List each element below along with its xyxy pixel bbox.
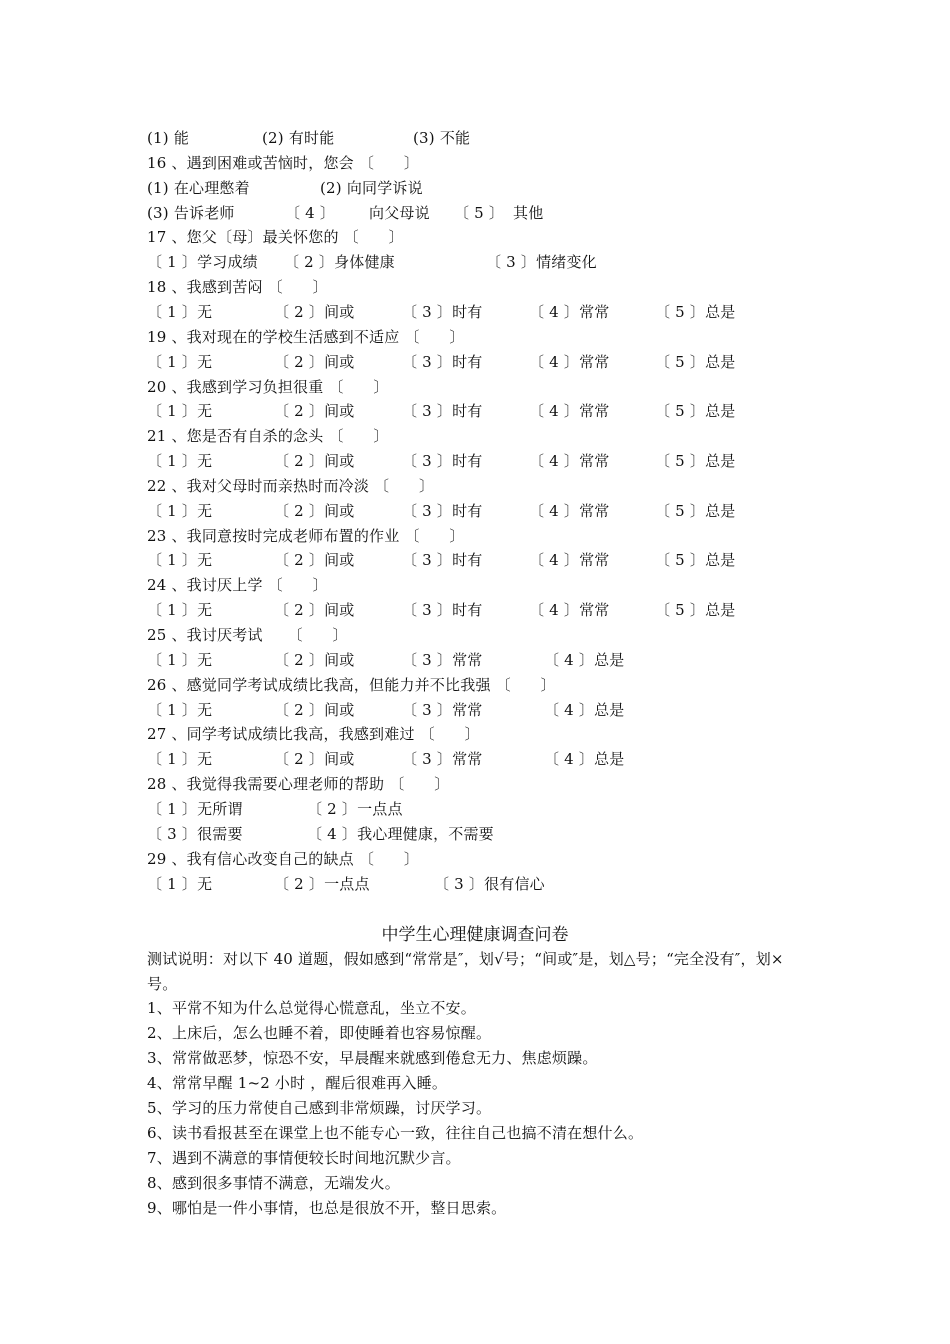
answer-option: 向父母说 — [369, 203, 430, 222]
answer-option: 〔 2 〕一点点 — [307, 799, 403, 818]
answer-option: 〔 3 〕时有 — [402, 452, 483, 471]
answer-option: 〔 2 〕身体健康 — [284, 253, 395, 272]
answer-option: (2) 向同学诉说 — [320, 178, 423, 197]
survey-item: 2、上床后，怎么也睡不着，即使睡着也容易惊醒。 — [147, 1024, 492, 1042]
question-line: 26 、感觉同学考试成绩比我高，但能力并不比我强 〔 〕 — [147, 675, 556, 694]
answer-option: (1) 能 — [147, 129, 190, 147]
answer-option: 〔 2 〕间或 — [274, 402, 355, 421]
answer-option: 〔 3 〕时有 — [402, 302, 483, 321]
answer-option: 〔 5 〕总是 — [655, 551, 736, 570]
answer-option: 〔 4 〕总是 — [544, 750, 625, 769]
answer-option: 〔 5 〕总是 — [655, 601, 736, 620]
answer-option: 〔 4 〕常常 — [529, 352, 610, 371]
answer-option: 〔 2 〕一点点 — [274, 874, 370, 893]
answer-option: 〔 3 〕时有 — [402, 601, 483, 620]
question-line: 22 、我对父母时而亲热时而冷淡 〔 〕 — [147, 476, 435, 495]
question-line: 21 、您是否有自杀的念头 〔 〕 — [147, 427, 389, 446]
answer-option: 〔 2 〕间或 — [274, 452, 355, 471]
question-line: 23 、我同意按时完成老师布置的作业 〔 〕 — [147, 526, 465, 545]
answer-option: 〔 4 〕常常 — [529, 302, 610, 321]
answer-option: 〔 2 〕间或 — [274, 750, 355, 769]
answer-option: 〔 1 〕无 — [147, 501, 213, 520]
question-line: 20 、我感到学习负担很重 〔 〕 — [147, 377, 389, 396]
answer-option: 〔 2 〕间或 — [274, 352, 355, 371]
answer-option: 〔 1 〕无 — [147, 874, 213, 893]
answer-option: 〔 1 〕无 — [147, 302, 213, 321]
survey-item: 1、平常不知为什么总觉得心慌意乱，坐立不安。 — [147, 999, 476, 1017]
answer-option: 〔 3 〕很需要 — [147, 824, 243, 843]
survey-item: 5、学习的压力常使自己感到非常烦躁，讨厌学习。 — [147, 1099, 492, 1117]
answer-option: 〔 3 〕很有信心 — [434, 874, 545, 893]
answer-option: 〔 5 〕总是 — [655, 452, 736, 471]
survey-item: 6、读书看报甚至在课堂上也不能专心一致，往往自己也搞不清在想什么。 — [147, 1124, 644, 1142]
answer-option: 〔 2 〕间或 — [274, 302, 355, 321]
question-line: 25 、我讨厌考试 〔 〕 — [147, 626, 348, 644]
answer-option: 〔 4 〕常常 — [529, 452, 610, 471]
answer-option: 〔 2 〕间或 — [274, 650, 355, 669]
answer-option: 〔 3 〕时有 — [402, 501, 483, 520]
answer-option: 〔 2 〕间或 — [274, 700, 355, 719]
question-line: 17 、您父〔母〕最关怀您的 〔 〕 — [147, 228, 404, 247]
answer-option: (2) 有时能 — [262, 129, 335, 147]
question-line: 28 、我觉得我需要心理老师的帮助 〔 〕 — [147, 775, 450, 794]
answer-option: 〔 5 〕总是 — [655, 501, 736, 520]
answer-option: 〔 3 〕常常 — [402, 700, 483, 719]
answer-option: 〔 3 〕时有 — [402, 402, 483, 421]
survey-item: 8、感到很多事情不满意，无端发火。 — [147, 1174, 400, 1192]
answer-option: 〔 4 〕常常 — [529, 402, 610, 421]
question-line: 16 、遇到困难或苦恼时，您会 〔 〕 — [147, 153, 420, 172]
answer-option: 〔 5 〕总是 — [655, 402, 736, 421]
answer-option: 〔 4 〕总是 — [544, 650, 625, 669]
survey-item: 9、哪怕是一件小事情，也总是很放不开，整日思索。 — [147, 1199, 507, 1217]
answer-option: 〔 2 〕间或 — [274, 501, 355, 520]
answer-option: 〔 4 〕常常 — [529, 551, 610, 570]
survey-item: 3、常常做恶梦，惊恐不安，早晨醒来就感到倦怠无力、焦虑烦躁。 — [147, 1049, 598, 1067]
answer-option: 〔 4 〕常常 — [529, 501, 610, 520]
answer-option: (3) 不能 — [413, 129, 471, 147]
question-line: 24 、我讨厌上学 〔 〕 — [147, 576, 328, 595]
question-line: 18 、我感到苦闷 〔 〕 — [147, 278, 328, 297]
answer-option: 〔 1 〕无 — [147, 700, 213, 719]
answer-option: 〔 1 〕无 — [147, 551, 213, 570]
survey-title: 中学生心理健康调查问卷 — [381, 925, 569, 945]
question-line: 19 、我对现在的学校生活感到不适应 〔 〕 — [147, 327, 465, 346]
answer-option: 〔 1 〕学习成绩 — [147, 253, 258, 272]
answer-option: (3) 告诉老师 — [147, 203, 235, 222]
question-line: 27 、同学考试成绩比我高，我感到难过 〔 〕 — [147, 725, 480, 744]
answer-option: 〔 2 〕间或 — [274, 551, 355, 570]
test-instructions: 测试说明：对以下 40 道题，假如感到“常常是″，划√号；“间或″是，划△号；“完全没有″，划×号。 — [147, 950, 784, 993]
answer-option: 〔 1 〕无 — [147, 352, 213, 371]
answer-option: 〔 4 〕我心理健康，不需要 — [307, 824, 494, 843]
answer-option: 〔 1 〕无 — [147, 402, 213, 421]
answer-option: 〔 1 〕无所谓 — [147, 799, 243, 818]
answer-option: 〔 1 〕无 — [147, 650, 213, 669]
answer-option: 〔 1 〕无 — [147, 750, 213, 769]
answer-option: (1) 在心理憋着 — [147, 178, 250, 197]
survey-item: 7、遇到不满意的事情便较长时间地沉默少言。 — [147, 1149, 461, 1167]
answer-option: 〔 3 〕常常 — [402, 750, 483, 769]
answer-option: 〔 3 〕常常 — [402, 650, 483, 669]
answer-option: 〔 1 〕无 — [147, 601, 213, 620]
answer-option: 〔 3 〕时有 — [402, 352, 483, 371]
survey-item: 4、常常早醒 1~2 小时 ，醒后很难再入睡。 — [147, 1074, 448, 1092]
answer-option: 〔 3 〕情绪变化 — [486, 253, 597, 272]
answer-option: 〔 4 〕总是 — [544, 700, 625, 719]
answer-option: 〔 5 〕 — [454, 203, 505, 222]
answer-option: 〔 1 〕无 — [147, 452, 213, 471]
answer-option: 〔 2 〕间或 — [274, 601, 355, 620]
answer-option: 〔 3 〕时有 — [402, 551, 483, 570]
answer-option: 其他 — [513, 203, 544, 222]
answer-option: 〔 4 〕 — [285, 203, 336, 222]
answer-option: 〔 5 〕总是 — [655, 302, 736, 321]
answer-option: 〔 4 〕常常 — [529, 601, 610, 620]
answer-option: 〔 5 〕总是 — [655, 352, 736, 371]
question-line: 29 、我有信心改变自己的缺点 〔 〕 — [147, 849, 420, 868]
